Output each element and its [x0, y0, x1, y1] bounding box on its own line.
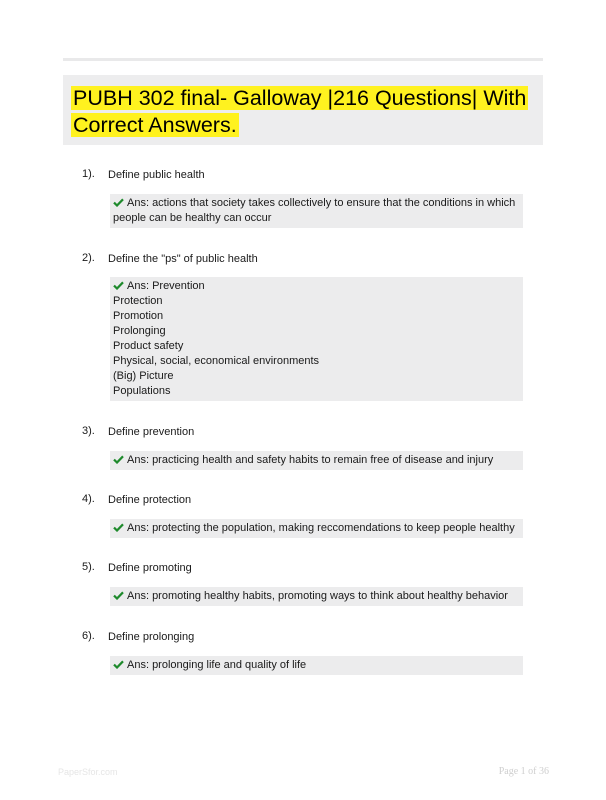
question-number: 2).: [82, 252, 95, 264]
page-title-text: PUBH 302 final- Galloway |216 Questions| With Correct Answers.: [73, 86, 527, 137]
checkmark-icon: [113, 281, 124, 290]
answer-line: Populations: [113, 385, 171, 397]
top-divider: [63, 58, 543, 61]
answer-box: [110, 656, 523, 675]
answer-box: [110, 519, 523, 538]
question-number: 5).: [82, 561, 95, 573]
checkmark-icon: [113, 591, 124, 600]
answer-line: Protection: [113, 295, 163, 307]
checkmark-icon: [113, 455, 124, 464]
footer-watermark: PaperSfor.com: [58, 767, 118, 777]
answer-box: [110, 587, 523, 606]
question-text: Define promoting: [108, 562, 192, 574]
answer-line: people can be healthy can occur: [113, 212, 272, 224]
question-text: Define prolonging: [108, 631, 195, 643]
answer-line: Promotion: [113, 310, 164, 322]
answer-box: [110, 277, 523, 401]
answer-box: [110, 451, 523, 470]
question-text: Define public health: [108, 169, 205, 181]
answer-line: Ans: prolonging life and quality of life: [113, 658, 520, 673]
answer-line: Prolonging: [113, 325, 166, 337]
answer-line: Ans: actions that society takes collectively to ensure that the conditions in which: [113, 196, 520, 211]
checkmark-icon: [113, 523, 124, 532]
answer-line: Product safety: [113, 340, 184, 352]
question-number: 1).: [82, 168, 95, 180]
answer-line: Ans: protecting the population, making reccomendations to keep people healthy: [113, 521, 520, 536]
question-text: Define the "ps" of public health: [108, 253, 258, 265]
checkmark-icon: [113, 198, 124, 207]
question-number: 3).: [82, 425, 95, 437]
answer-box: [110, 194, 523, 228]
answer-line: Physical, social, economical environments: [113, 355, 320, 367]
answer-line: (Big) Picture: [113, 370, 174, 382]
question-text: Define prevention: [108, 426, 195, 438]
question-number: 6).: [82, 630, 95, 642]
answer-line: Ans: promoting healthy habits, promoting ways to think about healthy behavior: [113, 589, 520, 604]
answer-line: Ans: practicing health and safety habits to remain free of disease and injury: [113, 453, 520, 468]
title-banner: [63, 75, 543, 145]
answer-line: Ans: Prevention: [113, 279, 520, 294]
question-text: Define protection: [108, 494, 192, 506]
question-number: 4).: [82, 493, 95, 505]
page-indicator: Page 1 of 36: [498, 766, 549, 777]
page-title: [71, 85, 531, 139]
checkmark-icon: [113, 660, 124, 669]
